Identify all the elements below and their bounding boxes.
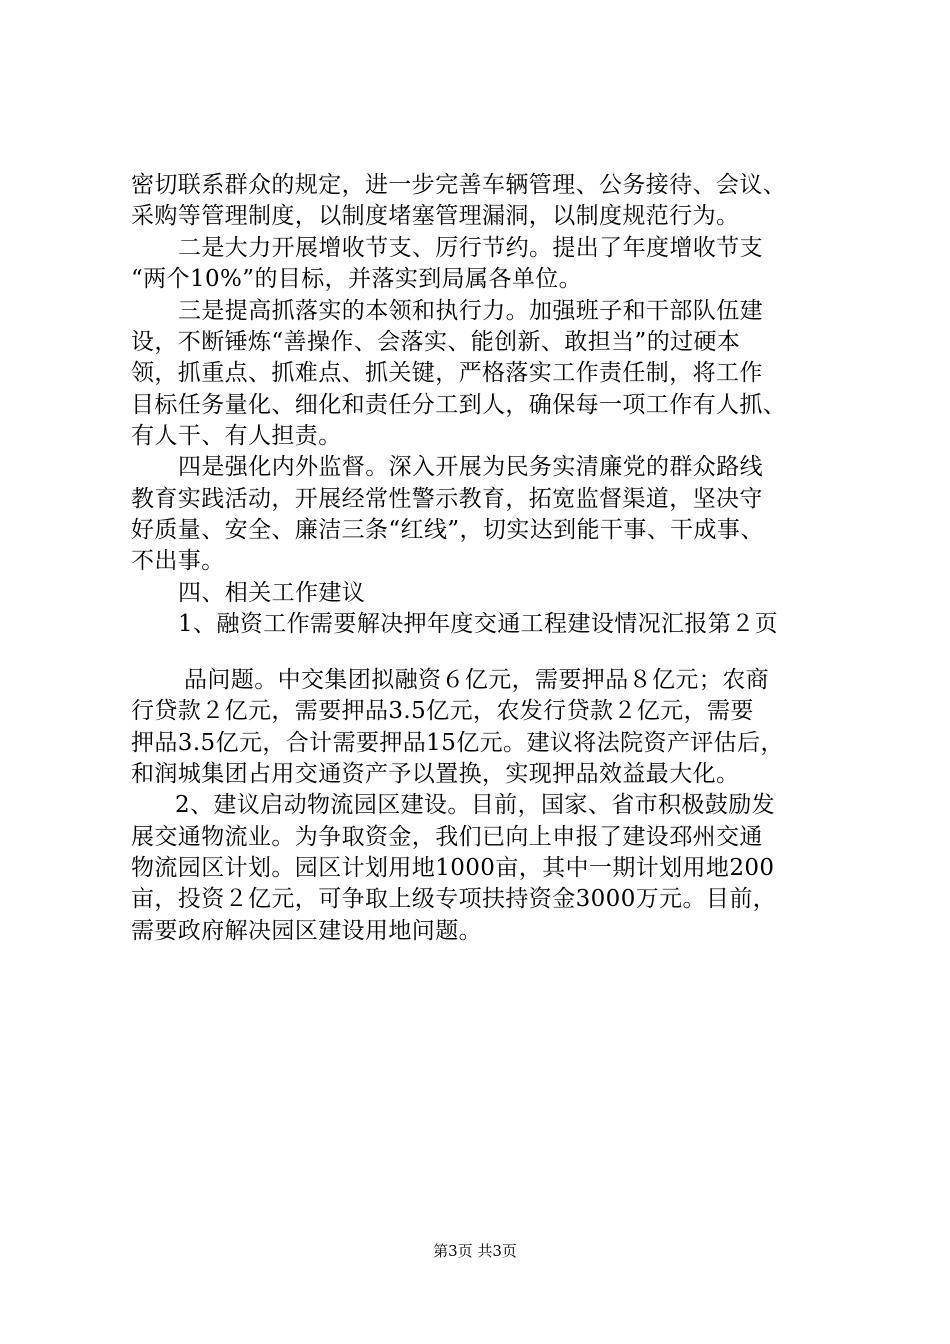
page-footer: 第3页 共3页 [433,1242,517,1260]
paragraph-line: 密切联系群众的规定，进一步完善车辆管理、公务接待、会议、 [131,172,787,198]
paragraph-line: 有人干、有人担责。 [131,423,342,449]
paragraph-line: 展交通物流业。为争取资金，我们已向上申报了建设邳州交通 [131,824,763,850]
paragraph-line: 不出事。 [131,548,225,574]
paragraph-line: 需要政府解决园区建设用地问题。 [131,918,482,944]
paragraph-line: 目标任务量化、细化和责任分工到人，确保每一项工作有人抓、 [131,392,787,418]
paragraph-line: “两个10%”的目标，并落实到局属各单位。 [131,266,583,292]
paragraph-line: 设，不断锤炼“善操作、会落实、能创新、敢担当”的过硬本 [131,329,741,355]
paragraph-line: 和润城集团占用交通资产予以置换，实现押品效益最大化。 [131,761,740,787]
paragraph-line: 押品3.5亿元，合计需要押品15亿元。建议将法院资产评估后， [131,730,784,756]
paragraph-line: 三是提高抓落实的本领和执行力。加强班子和干部队伍建 [178,298,763,324]
paragraph-line: 教育实践活动，开展经常性警示教育，拓宽监督渠道，坚决守 [131,486,763,512]
paragraph-line: 领，抓重点、抓难点、抓关键，严格落实工作责任制，将工作 [131,360,763,386]
paragraph-line: 1、融资工作需要解决押年度交通工程建设情况汇报第２页 [178,611,779,637]
paragraph-line: 采购等管理制度，以制度堵塞管理漏洞，以制度规范行为。 [131,203,740,229]
paragraph-line: 四是强化内外监督。深入开展为民务实清廉党的群众路线 [178,454,763,480]
paragraph-line: 二是大力开展增收节支、厉行节约。提出了年度增收节支 [178,235,763,261]
paragraph-line: 好质量、安全、廉洁三条“红线”，切实达到能干事、干成事、 [131,517,764,543]
paragraph-line: 物流园区计划。园区计划用地1000亩，其中一期计划用地200 [131,855,775,881]
paragraph-line: 亩，投资２亿元，可争取上级专项扶持资金3000万元。目前， [131,886,777,912]
paragraph-line: 2、建议启动物流园区建设。目前，国家、省市积极鼓励发 [175,792,776,818]
paragraph-line: 行贷款２亿元，需要押品3.5亿元，农发行贷款２亿元，需要 [131,698,754,724]
section-heading: 四、相关工作建议 [178,580,366,606]
paragraph-line: 品问题。中交集团拟融资６亿元，需要押品８亿元；农商 [184,667,769,693]
